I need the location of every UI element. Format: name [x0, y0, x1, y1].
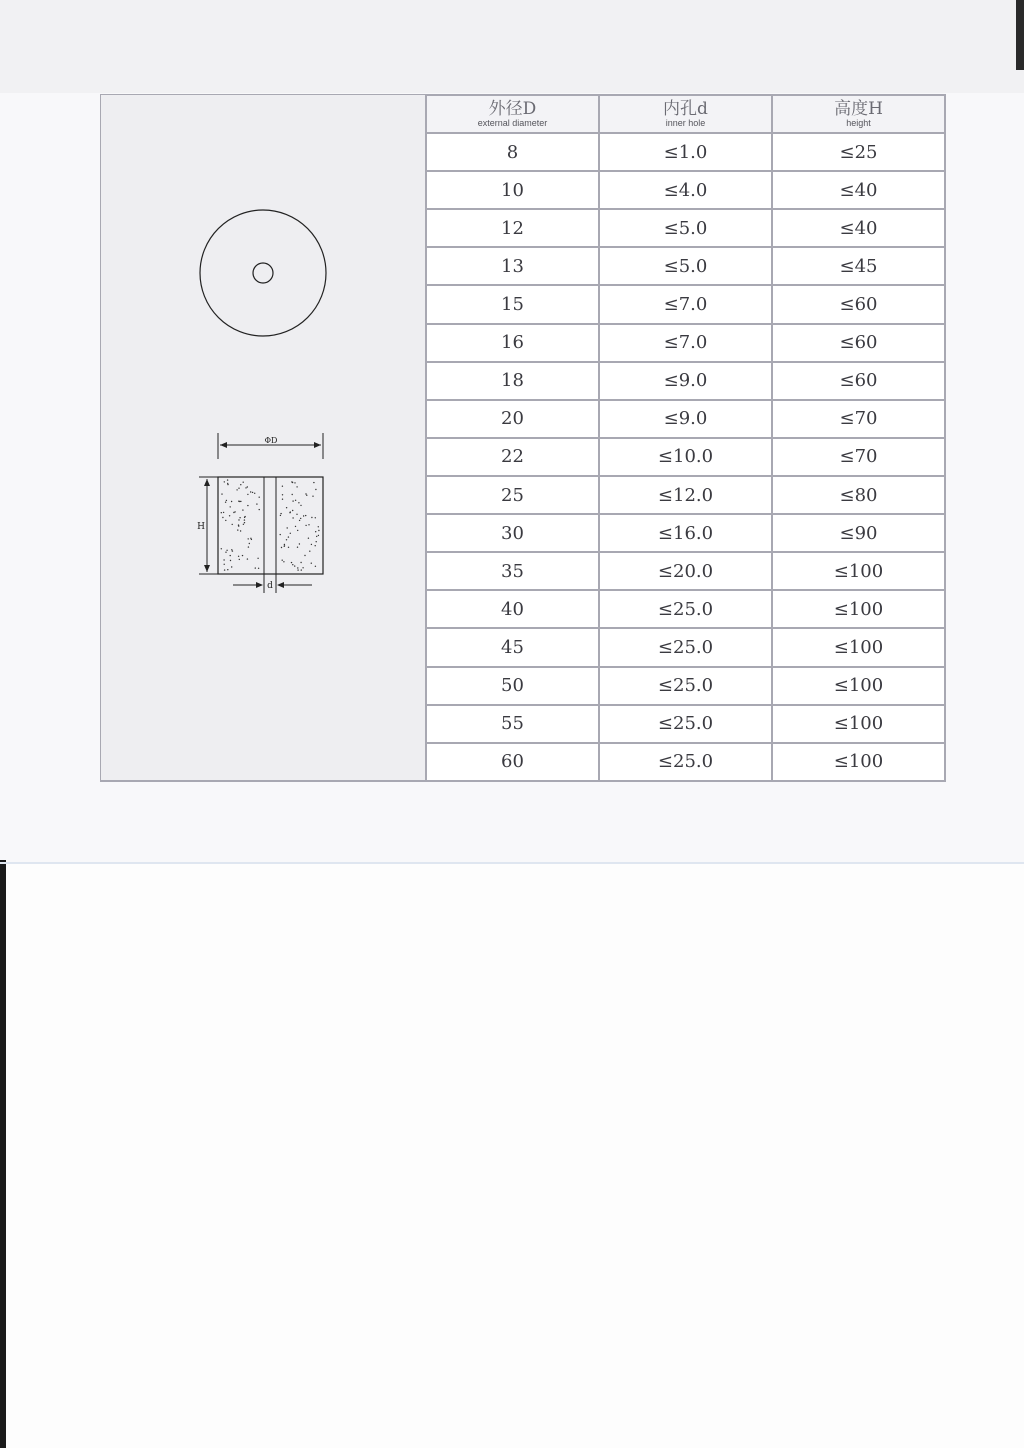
- cell-inner-hole: ≤1.0: [599, 133, 772, 171]
- inner-hole-icon: [253, 263, 273, 283]
- stipple-dot: [250, 538, 251, 539]
- stipple-dot: [238, 519, 239, 520]
- cell-external-diameter: 45: [426, 628, 599, 666]
- stipple-dot: [292, 500, 293, 501]
- stipple-dot: [238, 556, 239, 557]
- stipple-dot: [244, 519, 245, 520]
- stipple-dot: [300, 518, 301, 519]
- stipple-dot: [280, 515, 281, 516]
- stipple-dot: [284, 545, 285, 546]
- cell-external-diameter: 16: [426, 324, 599, 362]
- stipple-dot: [299, 520, 300, 521]
- header-en: inner hole: [665, 118, 706, 128]
- cell-inner-hole: ≤16.0: [599, 514, 772, 552]
- stipple-dot: [255, 567, 256, 568]
- stipple-dot: [242, 555, 243, 556]
- stipple-dot: [230, 506, 231, 507]
- table-row: [426, 590, 945, 628]
- bore-arrow-left-icon: [256, 582, 263, 588]
- cell-inner-hole: ≤5.0: [599, 247, 772, 285]
- stipple-dot: [315, 489, 316, 490]
- table-row: [426, 133, 945, 171]
- stipple-dot: [311, 517, 312, 518]
- stipple-dot: [282, 560, 283, 561]
- stipple-dot: [315, 517, 316, 518]
- stipple-dot: [257, 558, 258, 559]
- table-header-row: [426, 95, 945, 133]
- stipple-dot: [288, 547, 289, 548]
- stipple-dot: [223, 559, 224, 560]
- stipple-dot: [296, 486, 297, 487]
- cell-inner-hole: ≤7.0: [599, 285, 772, 323]
- table-row: [426, 438, 945, 476]
- spec-table: [425, 94, 946, 782]
- table-row: [426, 552, 945, 590]
- header-cn: 内孔d: [663, 99, 708, 119]
- cell-height: ≤90: [772, 514, 945, 552]
- stipple-dot: [224, 481, 225, 482]
- cell-inner-hole: ≤9.0: [599, 362, 772, 400]
- stipple-dot: [304, 555, 305, 556]
- stipple-dot: [299, 543, 300, 544]
- stipple-dot: [296, 514, 297, 515]
- arrow-right-icon: [314, 442, 321, 448]
- stipple-dot: [224, 564, 225, 565]
- cell-height: ≤100: [772, 743, 945, 781]
- stipple-dot: [247, 558, 248, 559]
- header-external-diameter: [426, 95, 599, 133]
- stipple-dot: [231, 501, 232, 502]
- outer-circle-icon: [200, 210, 326, 336]
- stipple-dot: [311, 544, 312, 545]
- stipple-dot: [280, 513, 281, 514]
- stipple-dot: [243, 524, 244, 525]
- stipple-dot: [240, 530, 241, 531]
- table-row: [426, 743, 945, 781]
- cell-height: ≤60: [772, 324, 945, 362]
- stipple-dot: [291, 562, 292, 563]
- stipple-dot: [227, 569, 228, 570]
- cell-height: ≤45: [772, 247, 945, 285]
- stipple-dot: [280, 534, 281, 535]
- cell-inner-hole: ≤20.0: [599, 552, 772, 590]
- stipple-dot: [224, 569, 225, 570]
- stipple-dot: [303, 515, 304, 516]
- stipple-dot: [286, 507, 287, 508]
- stipple-dot: [231, 566, 232, 567]
- stipple-dot: [316, 536, 317, 537]
- cell-height: ≤70: [772, 438, 945, 476]
- stipple-dot: [283, 561, 284, 562]
- stipple-dot: [315, 545, 316, 546]
- stipple-dot: [238, 488, 239, 489]
- stipple-dot: [254, 493, 255, 494]
- stipple-dot: [221, 548, 222, 549]
- stipple-dot: [311, 563, 312, 564]
- cell-inner-hole: ≤25.0: [599, 743, 772, 781]
- cell-inner-hole: ≤10.0: [599, 438, 772, 476]
- stipple-dot: [233, 512, 234, 513]
- cell-external-diameter: 30: [426, 514, 599, 552]
- stipple-dot: [305, 515, 306, 516]
- header-cn: 高度H: [834, 99, 883, 119]
- header-en: height: [846, 118, 871, 128]
- table-row: [426, 171, 945, 209]
- table-row: [426, 247, 945, 285]
- stipple-dot: [301, 569, 302, 570]
- cell-height: ≤100: [772, 667, 945, 705]
- stipple-dot: [315, 531, 316, 532]
- stipple-dot: [239, 559, 240, 560]
- stipple-dot: [242, 509, 243, 510]
- stipple-dot: [225, 502, 226, 503]
- stipple-dot: [312, 496, 313, 497]
- stipple-dot: [292, 517, 293, 518]
- stipple-dot: [294, 565, 295, 566]
- cell-height: ≤60: [772, 285, 945, 323]
- stipple-dot: [313, 482, 314, 483]
- stipple-dot: [309, 551, 310, 552]
- table-row: [426, 667, 945, 705]
- stipple-dot: [318, 526, 319, 527]
- cell-height: ≤40: [772, 171, 945, 209]
- scan-edge-left: [0, 860, 6, 1448]
- height-label: H: [197, 522, 205, 532]
- stipple-dot: [318, 535, 319, 536]
- cell-inner-hole: ≤25.0: [599, 705, 772, 743]
- cell-height: ≤100: [772, 590, 945, 628]
- stipple-dot: [240, 484, 241, 485]
- stipple-dot: [243, 482, 244, 483]
- stipple-dot: [282, 486, 283, 487]
- header-en: external diameter: [477, 118, 548, 128]
- technical-drawing: [101, 95, 425, 780]
- stipple-dot: [281, 547, 282, 548]
- cell-inner-hole: ≤25.0: [599, 590, 772, 628]
- stipple-dot: [227, 484, 228, 485]
- stipple-dot: [244, 522, 245, 523]
- stipple-dot: [259, 509, 260, 510]
- stipple-dot: [234, 511, 235, 512]
- cell-inner-hole: ≤25.0: [599, 628, 772, 666]
- cell-external-diameter: 12: [426, 209, 599, 247]
- stipple-dot: [230, 560, 231, 561]
- cell-height: ≤80: [772, 476, 945, 514]
- inner-hole-label: d: [267, 581, 273, 591]
- stipple-dot: [290, 533, 291, 534]
- side-view-body: [218, 477, 323, 574]
- stipple-dot: [292, 482, 293, 483]
- arrow-left-icon: [220, 442, 227, 448]
- cell-external-diameter: 20: [426, 400, 599, 438]
- stipple-dot: [297, 530, 298, 531]
- stipple-dot: [318, 530, 319, 531]
- stipple-dot: [225, 552, 226, 553]
- stipple-dot: [230, 555, 231, 556]
- stipple-dot: [232, 550, 233, 551]
- stipple-dot: [247, 505, 248, 506]
- stipple-dot: [231, 549, 232, 550]
- stipple-dot: [292, 494, 293, 495]
- stipple-dot: [305, 493, 306, 494]
- cell-external-diameter: 10: [426, 171, 599, 209]
- stipple-dot: [300, 562, 301, 563]
- stipple-dot: [288, 536, 289, 537]
- cell-inner-hole: ≤4.0: [599, 171, 772, 209]
- cell-external-diameter: 55: [426, 705, 599, 743]
- table-row: [426, 514, 945, 552]
- stipple-dot: [247, 486, 248, 487]
- stipple-dot: [259, 497, 260, 498]
- stipple-dot: [295, 500, 296, 501]
- table-row: [426, 362, 945, 400]
- cell-inner-hole: ≤12.0: [599, 476, 772, 514]
- stipple-dot: [238, 524, 239, 525]
- table-row: [426, 705, 945, 743]
- stipple-dot: [250, 491, 251, 492]
- stipple-dot: [229, 515, 230, 516]
- stipple-dot: [295, 526, 296, 527]
- stipple-dot: [294, 482, 295, 483]
- table-row: [426, 400, 945, 438]
- table-row: [426, 285, 945, 323]
- cell-height: ≤60: [772, 362, 945, 400]
- header-cn: 外径D: [488, 99, 537, 119]
- cell-external-diameter: 13: [426, 247, 599, 285]
- cell-height: ≤25: [772, 133, 945, 171]
- stipple-dot: [226, 550, 227, 551]
- stipple-dot: [252, 492, 253, 493]
- arrow-up-icon: [204, 479, 210, 486]
- stipple-dot: [287, 527, 288, 528]
- stipple-dot: [227, 479, 228, 480]
- stipple-dot: [245, 487, 246, 488]
- cell-external-diameter: 35: [426, 552, 599, 590]
- table-row: [426, 476, 945, 514]
- cell-external-diameter: 60: [426, 743, 599, 781]
- cell-height: ≤70: [772, 400, 945, 438]
- table-body: [426, 133, 945, 781]
- header-height: [772, 95, 945, 133]
- cell-inner-hole: ≤7.0: [599, 324, 772, 362]
- stipple-dot: [221, 512, 222, 513]
- stipple-dot: [305, 525, 306, 526]
- stipple-dot: [282, 494, 283, 495]
- stipple-dot: [306, 495, 307, 496]
- cell-height: ≤100: [772, 628, 945, 666]
- cell-external-diameter: 22: [426, 438, 599, 476]
- stipple-dot: [237, 529, 238, 530]
- stipple-dot: [248, 538, 249, 539]
- stipple-dot: [298, 502, 299, 503]
- table-row: [426, 324, 945, 362]
- stipple-dot: [282, 499, 283, 500]
- cell-inner-hole: ≤25.0: [599, 667, 772, 705]
- stipple-dot: [236, 489, 237, 490]
- stipple-dot: [300, 505, 301, 506]
- cell-external-diameter: 50: [426, 667, 599, 705]
- abrasive-stipple: [221, 479, 320, 570]
- stipple-dot: [249, 543, 250, 544]
- scan-background-top: [0, 0, 1024, 93]
- stipple-dot: [223, 512, 224, 513]
- stipple-dot: [297, 547, 298, 548]
- stipple-dot: [308, 524, 309, 525]
- stipple-dot: [297, 567, 298, 568]
- stipple-dot: [256, 503, 257, 504]
- scan-edge-right: [1016, 0, 1024, 70]
- cell-external-diameter: 8: [426, 133, 599, 171]
- stipple-dot: [284, 544, 285, 545]
- stipple-dot: [225, 520, 226, 521]
- table-row: [426, 209, 945, 247]
- stipple-dot: [258, 568, 259, 569]
- stipple-dot: [308, 538, 309, 539]
- cell-inner-hole: ≤5.0: [599, 209, 772, 247]
- cell-external-diameter: 18: [426, 362, 599, 400]
- stipple-dot: [244, 516, 245, 517]
- scan-fold-line: [0, 862, 1024, 864]
- outer-diameter-label: ΦD: [264, 436, 278, 445]
- drawing-svg: [101, 95, 425, 780]
- stipple-dot: [221, 493, 222, 494]
- table-row: [426, 628, 945, 666]
- stipple-dot: [292, 510, 293, 511]
- stipple-dot: [226, 500, 227, 501]
- stipple-dot: [286, 539, 287, 540]
- stipple-dot: [315, 566, 316, 567]
- cell-external-diameter: 25: [426, 476, 599, 514]
- cell-inner-hole: ≤9.0: [599, 400, 772, 438]
- stipple-dot: [227, 483, 228, 484]
- stipple-dot: [297, 569, 298, 570]
- cell-external-diameter: 15: [426, 285, 599, 323]
- cell-height: ≤40: [772, 209, 945, 247]
- stipple-dot: [239, 517, 240, 518]
- arrow-down-icon: [204, 565, 210, 572]
- stipple-dot: [222, 517, 223, 518]
- stipple-dot: [247, 494, 248, 495]
- cell-external-diameter: 40: [426, 590, 599, 628]
- stipple-dot: [239, 501, 240, 502]
- stipple-dot: [290, 511, 291, 512]
- bore-arrow-right-icon: [277, 582, 284, 588]
- header-inner-hole: [599, 95, 772, 133]
- stipple-dot: [232, 524, 233, 525]
- cell-height: ≤100: [772, 705, 945, 743]
- stipple-dot: [316, 541, 317, 542]
- stipple-dot: [248, 546, 249, 547]
- stipple-dot: [302, 567, 303, 568]
- cell-height: ≤100: [772, 552, 945, 590]
- stipple-dot: [292, 564, 293, 565]
